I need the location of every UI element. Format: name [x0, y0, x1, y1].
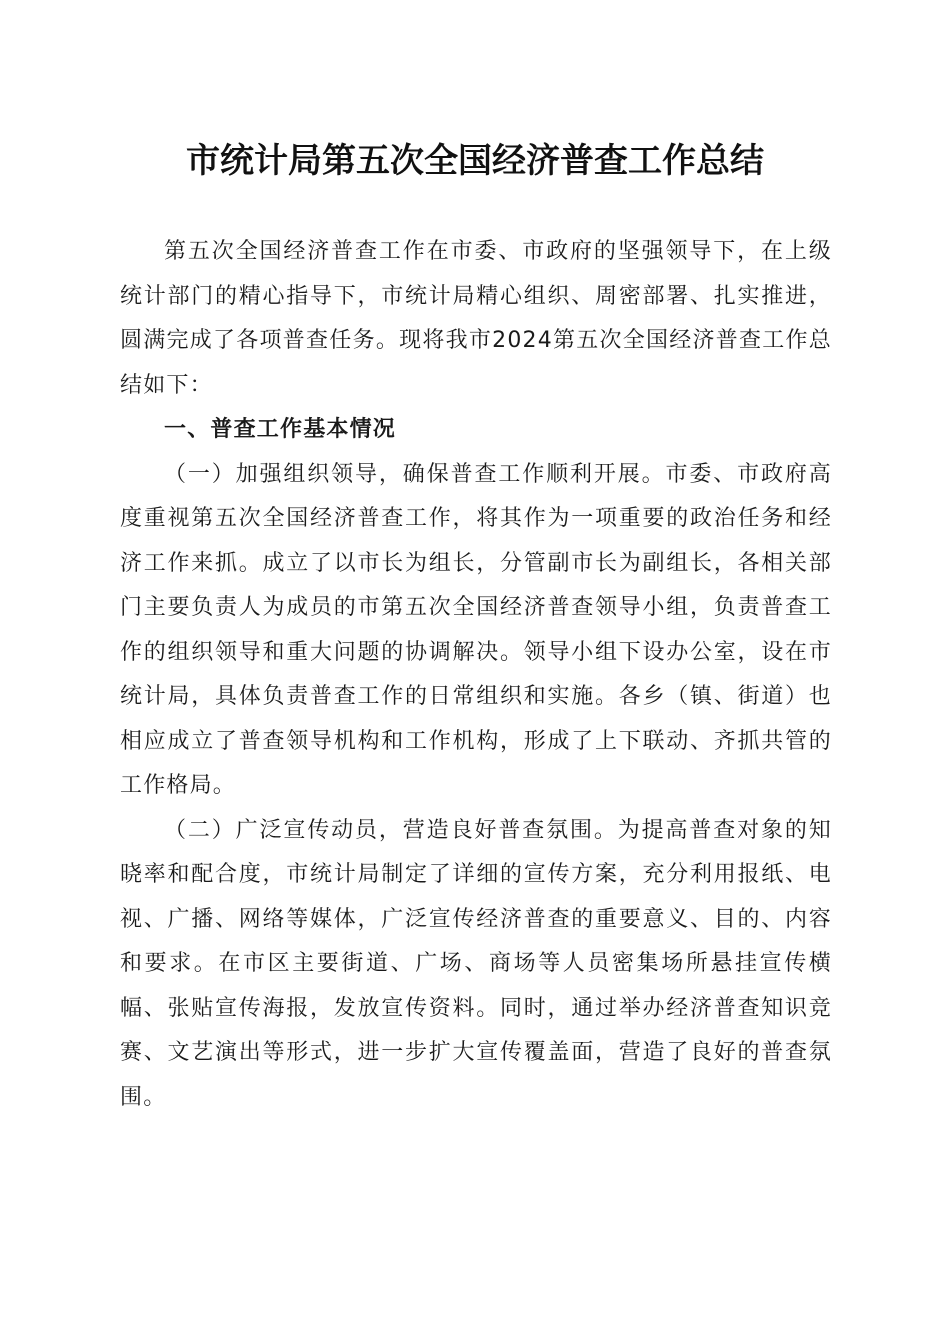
item-text-1: 市委、市政府高度重视第五次全国经济普查工作，将其作为一项重要的政治任务和经济工作来抓。成立了以市长为组长，分管副市长为副组长，各相关部门主要负责人为成员的市第五次全国经济普查领导小组，负责普查工作的组织领导和重大问题的协调解决。领导小组下设办公室，设在市统计局，具体负责普查工作的日常组织和实施。各乡（镇、街道）也相应成立了普查领导机构和工作机构，形成了上下联动、齐抓共管的工作格局。 [120, 461, 833, 798]
item-paragraph-1 [120, 453, 832, 809]
item-lead-2: （二）广泛宣传动员，营造良好普查氛围。 [164, 817, 618, 843]
item-text-2: 为提高普查对象的知晓率和配合度，市统计局制定了详细的宣传方案，充分利用报纸、电视、广播、网络等媒体，广泛宣传经济普查的重要意义、目的、内容和要求。在市区主要街道、广场、商场等人员密集场所悬挂宣传横幅、张贴宣传海报，发放宣传资料。同时，通过举办经济普查知识竞赛、文艺演出等形式，进一步扩大宣传覆盖面，营造了良好的普查氛围。 [120, 817, 832, 1110]
section-heading: 一、普查工作基本情况 [164, 417, 397, 442]
item-lead-1: （一）加强组织领导，确保普查工作顺利开展。 [164, 461, 666, 487]
document-body [120, 230, 832, 1120]
intro-paragraph: 第五次全国经济普查工作在市委、市政府的坚强领导下，在上级统计部门的精心指导下，市统计局精心组织、周密部署、扎实推进，圆满完成了各项普查任务。现将我市2024第五次全国经济普查工作总结如下： [120, 239, 832, 398]
item-paragraph-2 [120, 809, 832, 1121]
document-title: 市统计局第五次全国经济普查工作总结 [186, 141, 764, 181]
